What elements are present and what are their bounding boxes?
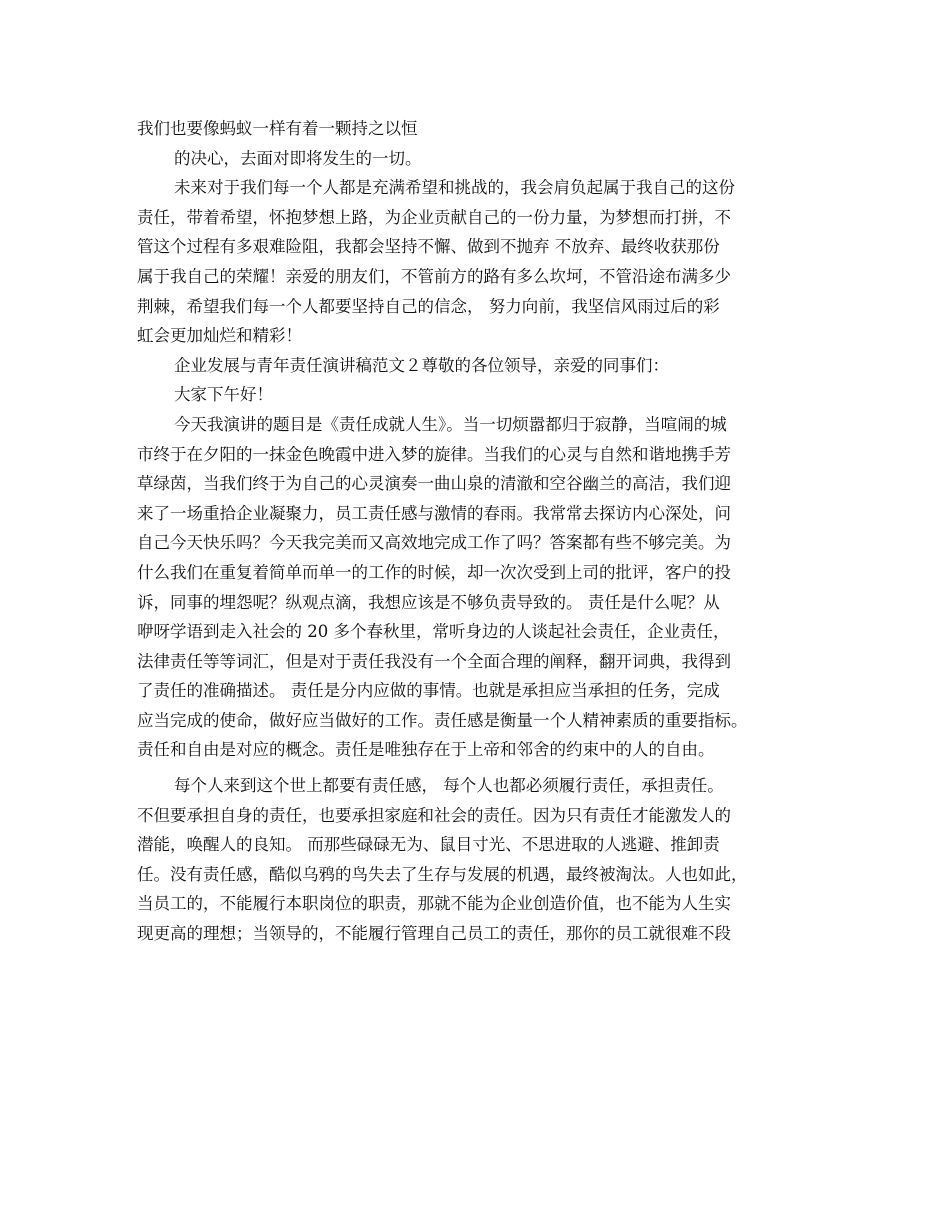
text-line: 诉，同事的埋怨呢？纵观点滴，我想应该是不够负责导致的。 责任是什么呢？从: [137, 592, 720, 612]
text-line: 属于我自己的荣耀！亲爱的朋友们，不管前方的路有多么坎坷，不管沿途布满多少: [137, 266, 731, 286]
text-line: 责任和自由是对应的概念。责任是唯独存在于上帝和邻舍的约束中的人的自由。: [137, 740, 715, 760]
text-line: 大家下午好！: [174, 385, 273, 405]
text-line: 应当完成的使命，做好应当做好的工作。责任感是衡量一个人精神素质的重要指标。: [137, 710, 748, 730]
text-line: 每个人来到这个世上都要有责任感， 每个人也都必须履行责任，承担责任。: [174, 776, 724, 796]
text-line: 未来对于我们每一个人都是充满希望和挑战的，我会肩负起属于我自己的这份: [174, 178, 735, 198]
text-line: 市终于在夕阳的一抹金色晚霞中进入梦的旋律。当我们的心灵与自然和谐地携手芳: [137, 444, 731, 464]
text-line: 法律责任等等词汇，但是对于责任我没有一个全面合理的阐释，翻开词典，我得到: [137, 651, 731, 671]
document-body: [137, 114, 827, 949]
text-line: 我们也要像蚂蚁一样有着一颗持之以恒: [137, 119, 418, 138]
text-line: 咿呀学语到走入社会的 20 多个春秋里，常听身边的人谈起社会责任，企业责任，: [137, 622, 730, 642]
text-line: 来了一场重拾企业凝聚力，员工责任感与激情的春雨。我常常去探访内心深处，问: [137, 503, 731, 523]
text-line: 自己今天快乐吗？今天我完美而又高效地完成工作了吗？答案都有些不够完美。为: [137, 533, 731, 553]
text-line: 今天我演讲的题目是《责任成就人生》。当一切烦嚣都归于寂静，当喧闹的城: [174, 414, 727, 434]
text-line: 现更高的理想；当领导的，不能履行管理自己员工的责任，那你的员工就很难不段: [137, 924, 731, 944]
text-line: 潜能，唤醒人的良知。 而那些碌碌无为、鼠目寸光、不思进取的人逃避、推卸责: [137, 835, 720, 855]
text-line: 不但要承担自身的责任，也要承担家庭和社会的责任。因为只有责任才能激发人的: [137, 805, 731, 825]
text-line: 荆棘，希望我们每一个人都要坚持自己的信念， 努力向前，我坚信风雨过后的彩: [137, 296, 720, 316]
text-line: 虹会更加灿烂和精彩！: [137, 326, 302, 346]
text-line: 企业发展与青年责任演讲稿范文２尊敬的各位领导，亲爱的同事们：: [174, 355, 669, 375]
text-line: 了责任的准确描述。 责任是分内应做的事情。也就是承担应当承担的任务，完成: [137, 681, 720, 701]
text-line: 管这个过程有多艰难险阻，我都会坚持不懈、做到不抛弃 不放弃、最终收获那份: [137, 237, 720, 257]
text-line: 任。没有责任感，酷似乌鸦的鸟失去了生存与发展的机遇，最终被淘汰。人也如此，: [137, 864, 748, 884]
text-line: 什么我们在重复着简单而单一的工作的时候，却一次次受到上司的批评，客户的投: [137, 562, 731, 582]
text-line: 的决心，去面对即将发生的一切。: [174, 148, 422, 168]
text-line: 草绿茵，当我们终于为自己的心灵演奏一曲山泉的清澈和空谷幽兰的高洁，我们迎: [137, 474, 731, 494]
text-line: 责任，带着希望，怀抱梦想上路，为企业贡献自己的一份力量，为梦想而打拼，不: [137, 207, 731, 227]
text-line: 当员工的，不能履行本职岗位的职责，那就不能为企业创造价值，也不能为人生实: [137, 894, 731, 914]
